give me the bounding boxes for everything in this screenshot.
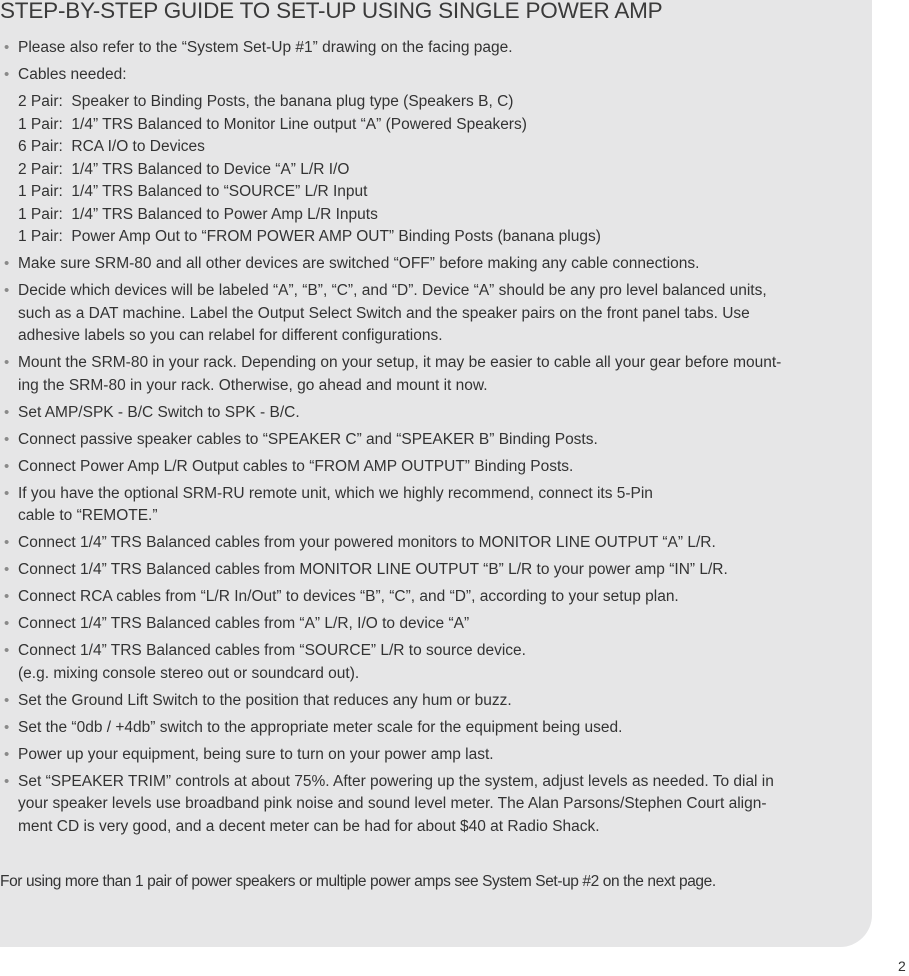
list-item [0, 64, 860, 87]
bullet-icon: • [4, 615, 10, 632]
list-item-text: Make sure SRM-80 and all other devices are switched “OFF” before making any cable connections. [18, 255, 700, 272]
list-item [0, 690, 860, 713]
list-item [0, 483, 860, 528]
bullet-icon: • [4, 66, 10, 83]
cable-item: 1 Pair: Power Amp Out to “FROM POWER AMP OUT” Binding Posts (banana plugs) [18, 228, 601, 245]
list-item-text: your speaker levels use broadband pink noise and sound level meter. The Alan Parsons/Stephen Court align- [18, 795, 767, 812]
bullet-icon: • [4, 642, 10, 659]
bullet-icon: • [4, 561, 10, 578]
bullet-icon: • [4, 772, 10, 790]
list-item [0, 456, 860, 479]
list-item-text: If you have the optional SRM-RU remote unit, which we highly recommend, connect its 5-Pin [18, 484, 653, 502]
list-item [0, 613, 860, 636]
list-item-text: ing the SRM-80 in your rack. Otherwise, go ahead and mount it now. [18, 376, 488, 394]
list-item-text: (e.g. mixing console stereo out or soundcard out). [18, 664, 360, 682]
page-title: STEP-BY-STEP GUIDE TO SET-UP USING SINGLE POWER AMP [0, 0, 663, 23]
list-item [0, 429, 860, 452]
list-item [0, 771, 860, 839]
list-item-text: cable to “REMOTE.” [18, 507, 158, 524]
bullet-icon: • [4, 430, 10, 448]
list-item-text: ment CD is very good, and a decent meter can be had for about $40 at Radio Shack. [18, 817, 600, 835]
bullet-icon: • [4, 588, 10, 605]
list-item [0, 37, 860, 60]
footer-note: For using more than 1 pair of power speakers or multiple power amps see System Set-up #2 on the next page. [0, 873, 716, 890]
list-item-text: Set the “0db / +4db” switch to the appropriate meter scale for the equipment being used. [18, 718, 623, 736]
list-item [0, 640, 860, 685]
list-item-text: Connect Power Amp L/R Output cables to “FROM AMP OUTPUT” Binding Posts. [18, 457, 574, 475]
list-item [0, 253, 860, 276]
bullet-icon: • [4, 255, 10, 272]
list-item [0, 532, 860, 555]
list-item [0, 280, 860, 348]
list-item-text: Set the Ground Lift Switch to the position that reduces any hum or buzz. [18, 691, 512, 709]
cable-item: 1 Pair: 1/4” TRS Balanced to “SOURCE” L/R Input [18, 183, 368, 200]
bullet-icon: • [4, 39, 10, 56]
cable-item: 2 Pair: 1/4” TRS Balanced to Device “A” L/R I/O [18, 160, 350, 178]
bullet-icon: • [4, 457, 10, 475]
list-item-text: Connect 1/4” TRS Balanced cables from “SOURCE” L/R to source device. [18, 642, 526, 659]
bullet-icon: • [4, 718, 10, 736]
list-item [0, 744, 860, 767]
list-item-text: Connect RCA cables from “L/R In/Out” to devices “B”, “C”, and “D”, according to your setup plan. [18, 588, 679, 605]
cable-item: 2 Pair: Speaker to Binding Posts, the banana plug type (Speakers B, C) [18, 93, 514, 110]
cable-item: 6 Pair: RCA I/O to Devices [18, 138, 205, 155]
list-item-text: Decide which devices will be labeled “A”, “B”, “C”, and “D”. Device “A” should be any pro level balanced units, [18, 282, 767, 299]
list-item-text: Connect 1/4” TRS Balanced cables from MONITOR LINE OUTPUT “B” L/R to your power amp “IN” L/R. [18, 561, 728, 578]
steps-list [0, 253, 860, 838]
list-item [0, 717, 860, 740]
list-item-text: Set “SPEAKER TRIM” controls at about 75%. After powering up the system, adjust levels as needed. To dial in [18, 772, 774, 790]
cable-item: 1 Pair: 1/4” TRS Balanced to Power Amp L/R Inputs [18, 205, 378, 223]
list-item-text: Power up your equipment, being sure to turn on your power amp last. [18, 745, 494, 763]
bullet-icon: • [4, 534, 10, 551]
list-item-text: Cables needed: [18, 66, 127, 83]
list-item [0, 352, 860, 397]
bullet-icon: • [4, 282, 10, 299]
list-item-text: such as a DAT machine. Label the Output Select Switch and the speaker pairs on the front panel tabs. Use [18, 304, 750, 322]
list-item [0, 559, 860, 582]
guide-content [0, 37, 860, 843]
list-item-text: adhesive labels so you can relabel for different configurations. [18, 327, 443, 344]
bullet-icon: • [4, 484, 10, 502]
list-item [0, 402, 860, 425]
list-item-text: Set AMP/SPK - B/C Switch to SPK - B/C. [18, 403, 300, 421]
bullet-icon: • [4, 403, 10, 421]
cable-item: 1 Pair: 1/4” TRS Balanced to Monitor Line output “A” (Powered Speakers) [18, 115, 527, 133]
bullet-icon: • [4, 691, 10, 709]
list-item-text: Please also refer to the “System Set-Up #1” drawing on the facing page. [18, 39, 513, 56]
list-item [0, 586, 860, 609]
bullet-icon: • [4, 745, 10, 763]
bullet-icon: • [4, 354, 10, 371]
list-item-text: Mount the SRM-80 in your rack. Depending on your setup, it may be easier to cable all your gear before mount- [18, 354, 782, 371]
page-number: 2 [898, 958, 906, 974]
cables-list [0, 91, 860, 249]
list-item-text: Connect passive speaker cables to “SPEAKER C” and “SPEAKER B” Binding Posts. [18, 430, 598, 448]
list-item-text: Connect 1/4” TRS Balanced cables from “A” L/R, I/O to device “A” [18, 615, 470, 632]
steps-list-intro [0, 37, 860, 87]
list-item-text: Connect 1/4” TRS Balanced cables from your powered monitors to MONITOR LINE OUTPUT “A” L/R. [18, 534, 716, 551]
